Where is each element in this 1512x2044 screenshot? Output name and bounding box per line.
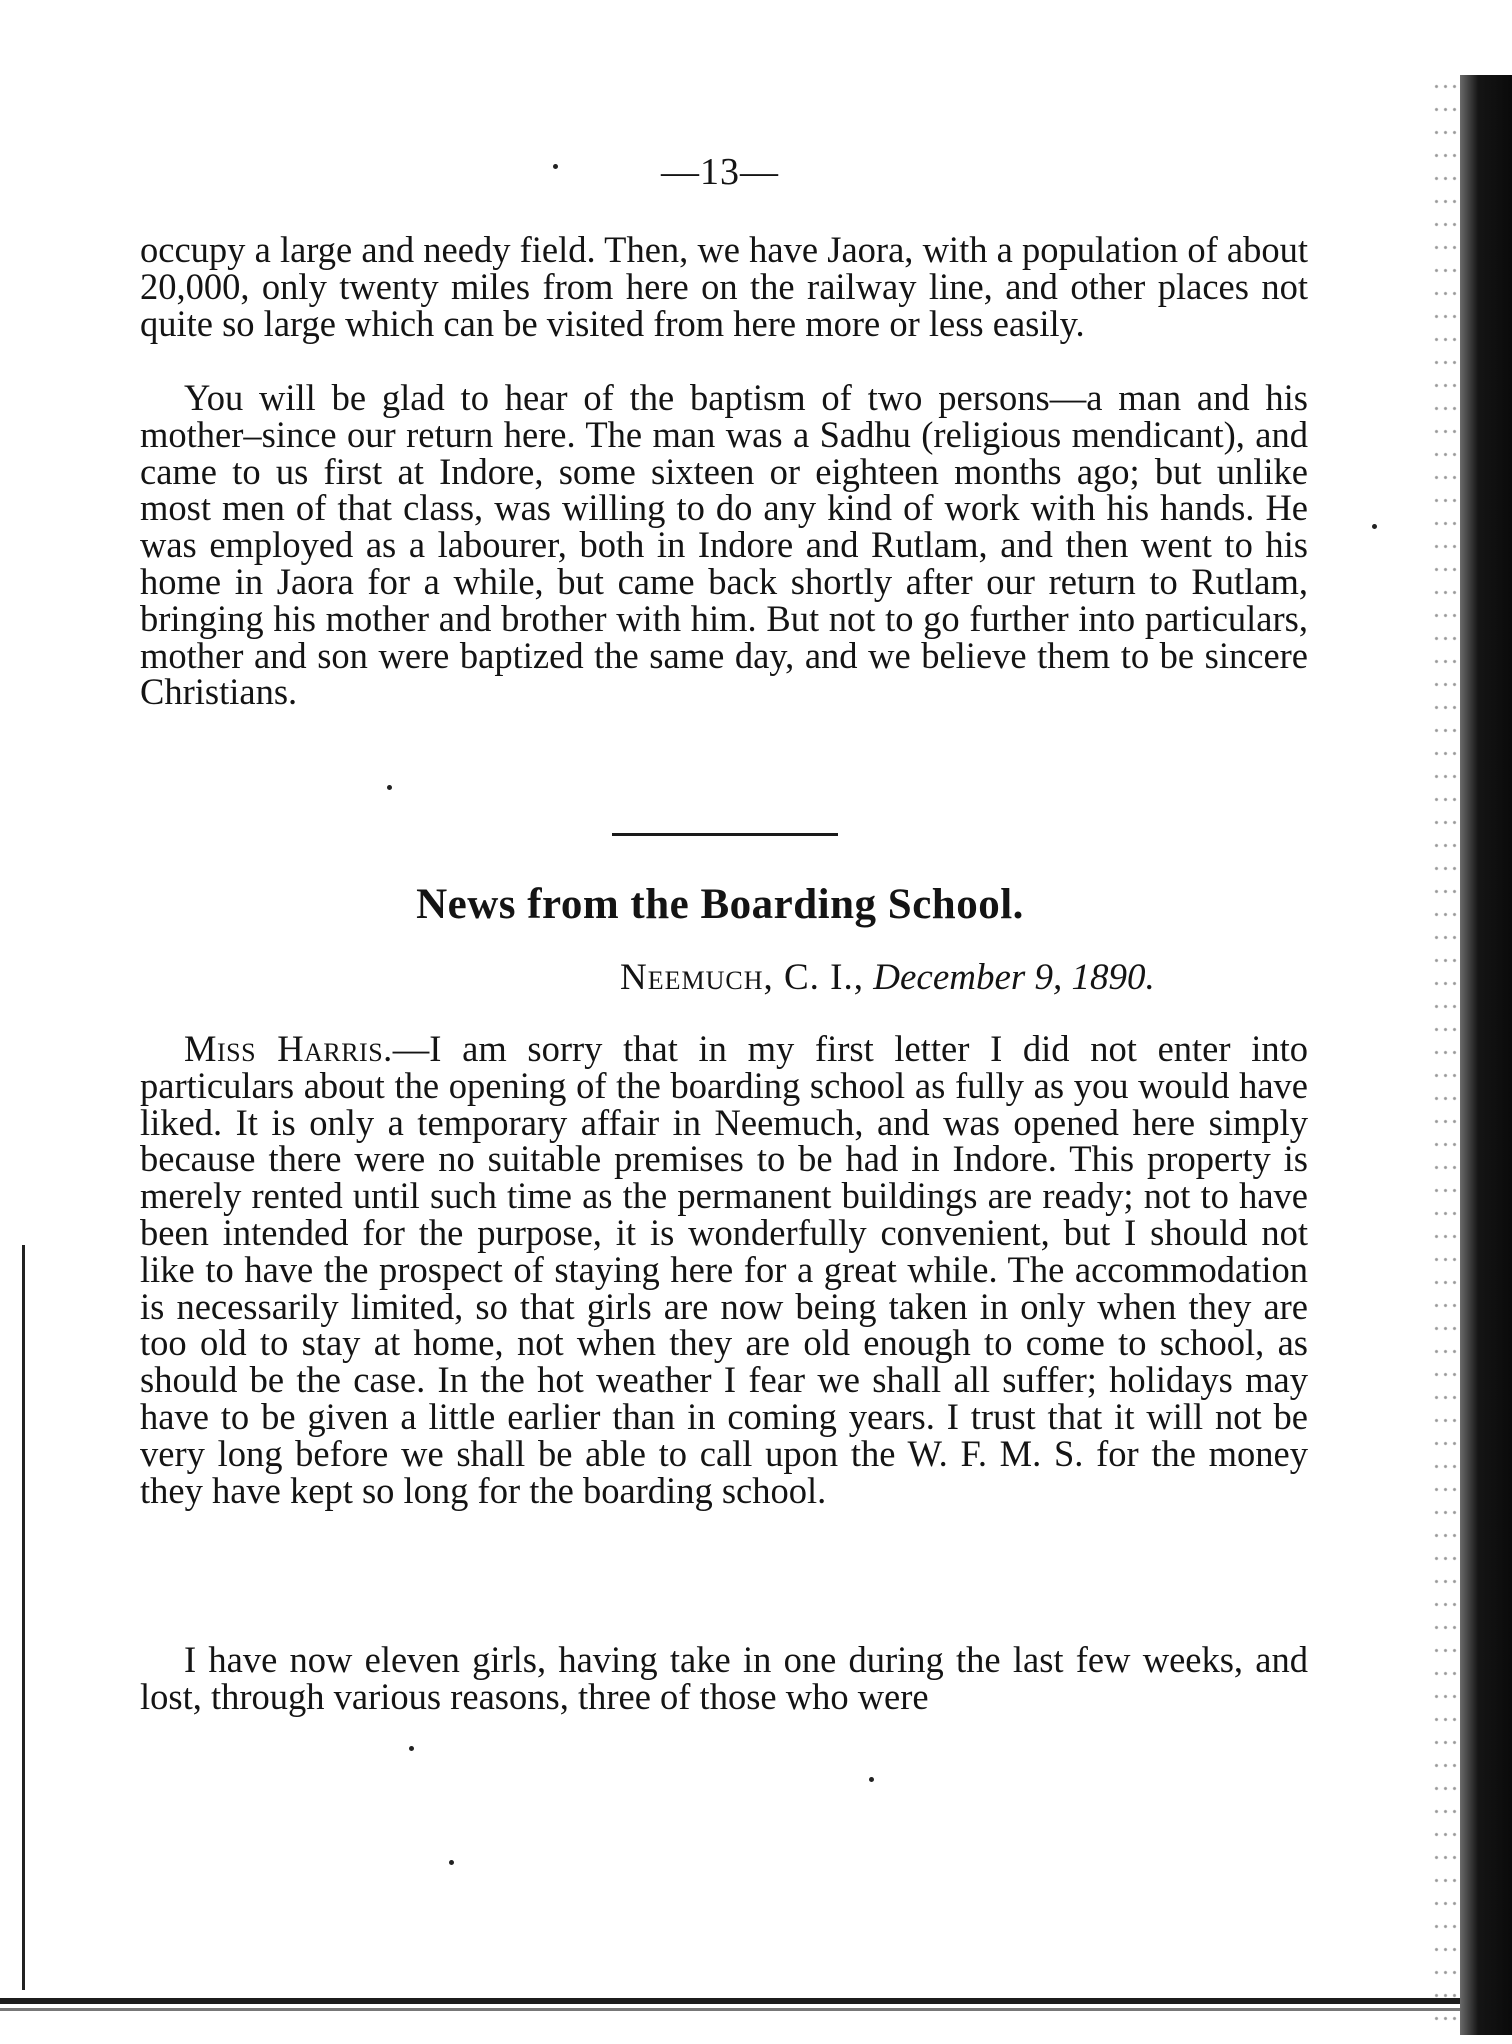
- harris-letter-paragraph: [140, 1028, 1308, 1511]
- scan-speck: [869, 1777, 874, 1782]
- scan-speck: [449, 1860, 454, 1865]
- continued-paragraph-text: occupy a large and needy field. Then, we have Jaora, with a population of about 20,000, only twenty miles from here on the railway line, and other places not quite so large which can be visited from here more or less easily.: [140, 229, 1308, 344]
- section-heading: News from the Boarding School.: [416, 881, 1024, 928]
- scan-speck: [387, 785, 392, 790]
- dateline-date: December 9, 1890.: [873, 957, 1155, 998]
- harris-paragraph-text: —I am sorry that in my first letter I did not enter into particulars about the opening of the boarding school as fully as you would have liked. It is only a temporary affair in Neemuch, and was opened here simply because there were no suitable premises to be had in Indore. This property is merely rented until such time as the permanent buildings are ready; not to have been intended for the purpose, it is wonderfully convenient, but I should not like to have the prospect of staying here for a great while. The accommodation is necessarily limited, so that girls are now being taken in only when they are too old to stay at home, not when they are old enough to come to school, as should be the case. In the hot weather I fear we shall all suffer; holidays may have to be given a little earlier than in coming years. I trust that it will not be very long before we shall be able to call upon the W. F. M. S. for the money they have kept so long for the boarding school.: [140, 1028, 1308, 1511]
- letter-dateline: [620, 956, 1155, 999]
- bottom-page-edge-shadow: [0, 2008, 1460, 2011]
- page-number: —13—: [661, 151, 779, 193]
- dateline-place: Neemuch, C. I.,: [620, 957, 864, 998]
- baptism-paragraph: [140, 377, 1308, 713]
- bottom-page-edge: [0, 1998, 1460, 2004]
- left-margin-scan-line: [22, 1245, 25, 1990]
- girls-paragraph-text: I have now eleven girls, having take in one during the last few weeks, and lost, through various reasons, three of those who were: [140, 1639, 1308, 1717]
- section-divider-rule: [612, 833, 838, 836]
- scan-speck: [1372, 524, 1377, 529]
- baptism-paragraph-text: You will be glad to hear of the baptism of two persons—a man and his mother–since our return here. The man was a Sadhu (religious mendicant), and came to us first at Indore, some sixteen or eighteen months ago; but unlike most men of that class, was willing to do any kind of work with his hands. He was employed as a labourer, both in Indore and Rutlam, and then went to his home in Jaora for a while, but came back shortly after our return to Rutlam, bringing his mother and brother with him. But not to go further into particulars, mother and son were baptized the same day, and we believe them to be sincere Christians.: [140, 377, 1308, 713]
- girls-paragraph: [140, 1639, 1308, 1717]
- harris-paragraph-body: [140, 1028, 1308, 1511]
- speaker-name: Miss Harris.: [184, 1028, 393, 1069]
- continued-paragraph: [140, 229, 1308, 344]
- binding-scan-noise: [1432, 75, 1458, 2035]
- page-binding-edge: [1460, 75, 1512, 2035]
- scan-speck: [409, 1746, 414, 1751]
